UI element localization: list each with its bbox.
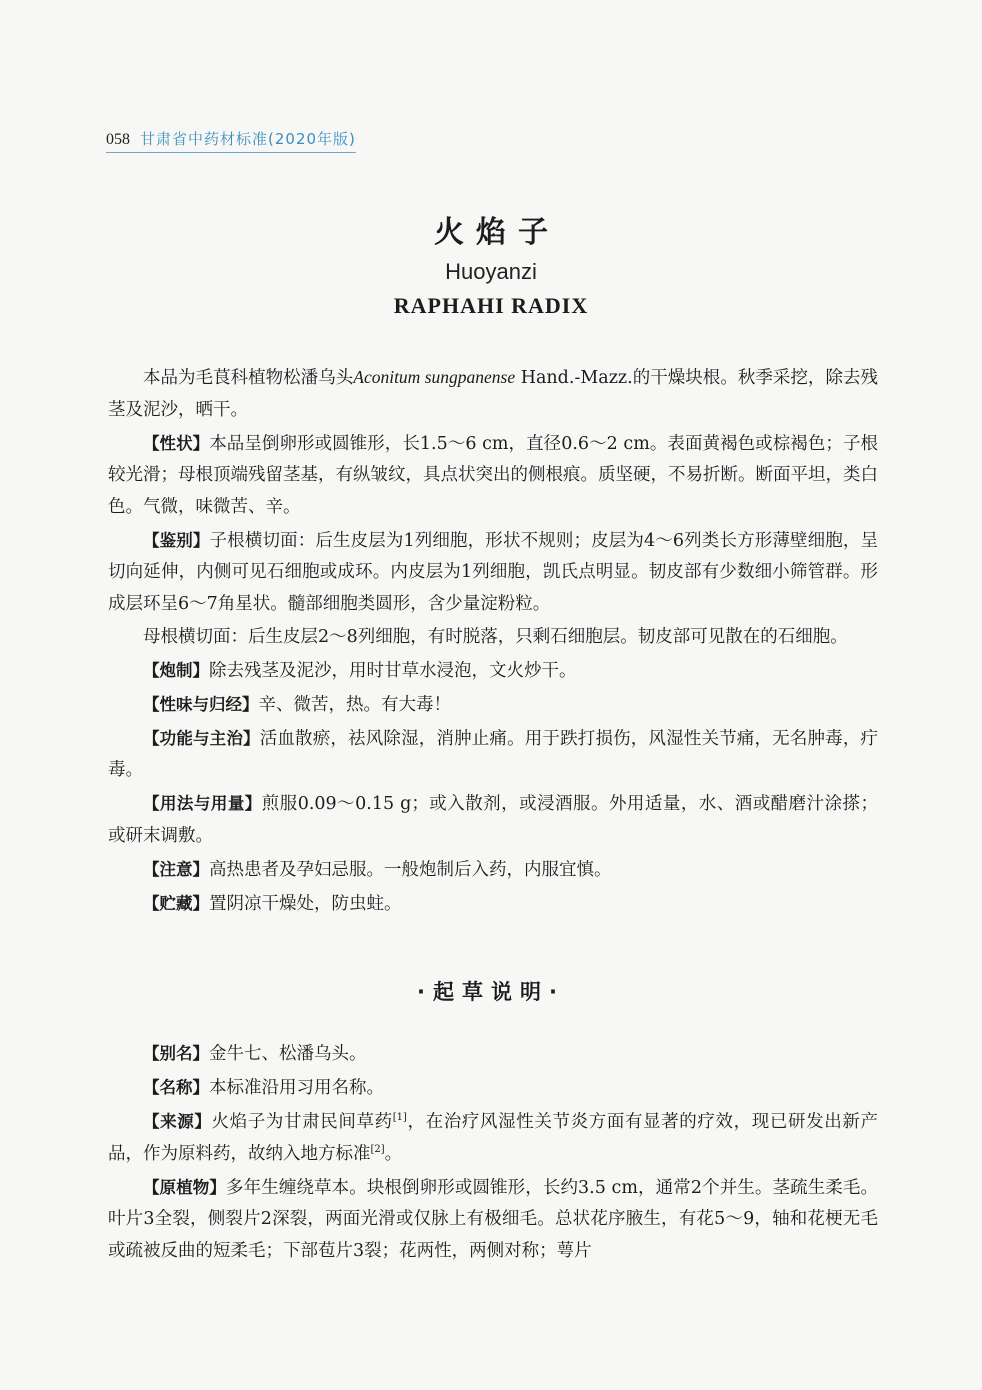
- reference-marker: [1]: [392, 1112, 407, 1124]
- section-yongfa: [108, 788, 878, 852]
- section-label: 【用法与用量】: [143, 794, 262, 813]
- drafting-notes-heading: ·起草说明·: [417, 980, 565, 1004]
- section-xingzhuang: [108, 428, 878, 524]
- section-label: 【鉴别】: [143, 530, 210, 550]
- section-text: 。: [384, 1143, 403, 1164]
- section-text: 活血散瘀，祛风除湿，消肿止痛。用于跌打损伤，风湿性关节痛，无名肿毒，疔毒。: [108, 728, 879, 780]
- running-header: [106, 128, 356, 153]
- section-zhuyi: [108, 854, 878, 887]
- title-latin: RAPHAHI RADIX: [393, 293, 589, 318]
- section-label: 【原植物】: [143, 1177, 227, 1197]
- section-text: 置阴凉干燥处，防虫蛀。: [209, 893, 402, 914]
- section-text: ，在治疗风湿性关节炎方面有显著的疗效，现已研发出新产品，作为原料药，故纳入地方标准: [108, 1112, 879, 1164]
- section-label: 【注意】: [143, 859, 209, 879]
- page-number: 058: [106, 131, 130, 148]
- section-text: 本品呈倒卵形或圆锥形，长1.5～6 cm，直径0.6～2 cm。表面黄褐色或棕褐色；子根较光滑；母根顶端残留茎基，有纵皱纹，具点状突出的侧根痕。质坚硬，不易折断。断面平坦，类白色。气微，味微苦、辛。: [108, 433, 879, 517]
- monograph-body: [108, 362, 878, 922]
- intro-before: 本品为毛茛科植物松潘乌头: [143, 368, 354, 388]
- section-text: 本标准沿用习用名称。: [209, 1078, 384, 1098]
- section-xingwei: [108, 689, 878, 722]
- section-label: 【功能与主治】: [143, 728, 260, 748]
- section-text: 煎服0.09～0.15 g；或入散剂，或浸酒服。外用适量，水、酒或醋磨汁涂搽；或研末调敷。: [108, 794, 878, 846]
- title-pinyin: Huoyanzi: [445, 259, 537, 284]
- reference-marker: [2]: [370, 1143, 385, 1155]
- monograph-title: [0, 207, 982, 319]
- section-text: 辛、微苦，热。有大毒！: [258, 694, 451, 715]
- intro-paragraph: [108, 362, 878, 426]
- section-text: 除去残茎及泥沙，用时甘草水浸泡，文火炒干。: [209, 660, 577, 681]
- section-zhucang: [108, 888, 878, 921]
- title-chinese: 火焰子: [434, 215, 560, 250]
- note-mingcheng: [108, 1072, 878, 1105]
- section-text: 高热患者及孕妇忌服。一般炮制后入药，内服宜慎。: [209, 859, 612, 880]
- section-paozhi: [108, 655, 878, 688]
- section-label: 【名称】: [143, 1078, 209, 1097]
- section-jianbie-continued: [108, 622, 878, 654]
- section-label: 【贮藏】: [143, 893, 209, 913]
- section-label: 【性状】: [143, 433, 210, 453]
- note-bieming: [108, 1038, 878, 1071]
- intro-latin-name: Aconitum sungpanense: [353, 367, 516, 387]
- note-yuanzhiwu: [108, 1172, 878, 1268]
- section-gongneng: [108, 723, 878, 787]
- section-label: 【别名】: [143, 1044, 209, 1063]
- section-text: 金牛七、松潘乌头。: [209, 1044, 367, 1064]
- intro-after: Hand.-Mazz.的干燥块根。秋季采挖，除去残茎及泥沙，晒干。: [108, 368, 878, 420]
- note-laiyuan: [108, 1106, 878, 1170]
- section-text: 母根横切面：后生皮层2～8列细胞，有时脱落，只剩石细胞层。韧皮部可见散在的石细胞。: [143, 626, 848, 647]
- section-text: 多年生缠绕草本。块根倒卵形或圆锥形，长约3.5 cm，通常2个并生。茎疏生柔毛。叶片3全裂，侧裂片2深裂，两面光滑或仅脉上有极细毛。总状花序腋生，有花5～9，轴和花梗无毛或疏被反曲的短柔毛；下部苞片3裂；花两性，两侧对称；萼片: [108, 1177, 879, 1261]
- section-jianbie: [108, 525, 878, 621]
- section-text: 火焰子为甘肃民间草药: [211, 1112, 393, 1132]
- section-text: 子根横切面：后生皮层为1列细胞，形状不规则；皮层为4～6列类长方形薄壁细胞，呈切向延伸，内侧可见石细胞或成环。内皮层为1列细胞，凯氏点明显。韧皮部有少数细小筛管群。形成层环呈6～7角星状。髓部细胞类圆形，含少量淀粉粒。: [108, 530, 879, 614]
- drafting-notes-body: [108, 1038, 878, 1269]
- book-title: 甘肃省中药材标准(2020年版): [140, 130, 356, 148]
- section-label: 【性味与归经】: [143, 694, 259, 714]
- section-label: 【来源】: [143, 1112, 212, 1131]
- section-label: 【炮制】: [143, 660, 209, 680]
